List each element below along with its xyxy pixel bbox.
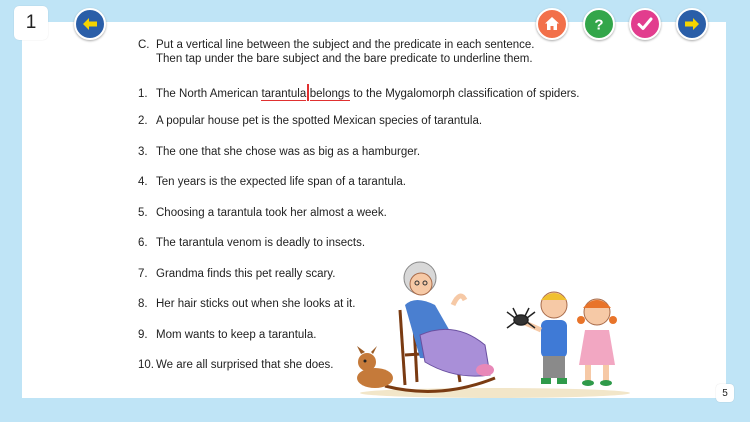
sentence-number: 5. xyxy=(138,207,148,219)
sentence-text: The North American xyxy=(156,88,262,100)
sentence-text: The tarantula venom is deadly to insects. xyxy=(156,237,366,249)
sentence-text: Her hair sticks out when she looks at it. xyxy=(156,298,356,310)
page-tab-label: 1 xyxy=(25,12,37,33)
check-button[interactable] xyxy=(629,8,661,40)
sentence-number: 7. xyxy=(138,268,148,280)
sentence-8[interactable] xyxy=(138,298,355,310)
sentence-text: to the Mygalomorph classification of spiders. xyxy=(350,88,580,100)
next-button[interactable] xyxy=(676,8,708,40)
question-icon xyxy=(589,14,609,34)
sentence-text: Grandma finds this pet really scary. xyxy=(156,268,336,280)
sentence-4[interactable] xyxy=(138,176,406,188)
sentence-number: 1. xyxy=(138,88,148,100)
sentence-number: 9. xyxy=(138,329,148,341)
instructions-letter: C. xyxy=(138,39,150,51)
check-icon xyxy=(635,14,655,34)
sentence-6[interactable] xyxy=(138,237,365,249)
tarantula-figure xyxy=(507,308,535,328)
sentence-number: 6. xyxy=(138,237,148,249)
page-number xyxy=(716,384,734,402)
instructions-line1: Put a vertical line between the subject and the predicate in each sentence. xyxy=(156,39,535,51)
sentence-text: Mom wants to keep a tarantula. xyxy=(156,329,317,341)
sentence-10[interactable] xyxy=(138,359,334,371)
illustration-grandma-kids-tarantula xyxy=(345,250,635,400)
grandma-figure xyxy=(404,262,494,376)
svg-text:?: ? xyxy=(594,16,604,34)
arrow-left-icon xyxy=(80,14,100,34)
bare-predicate-underline[interactable]: belongs xyxy=(309,88,351,100)
sentence-5[interactable] xyxy=(138,207,387,219)
bare-subject-underline[interactable]: tarantula xyxy=(261,88,307,100)
arrow-right-icon xyxy=(682,14,702,34)
sentence-number: 4. xyxy=(138,176,148,188)
sentence-text: The one that she chose was as big as a hamburger. xyxy=(156,146,421,158)
sentence-1[interactable] xyxy=(138,84,580,101)
home-icon xyxy=(542,14,562,34)
sentence-number: 2. xyxy=(138,115,148,127)
dog-figure xyxy=(357,346,393,388)
sentence-text: A popular house pet is the spotted Mexican species of tarantula. xyxy=(156,115,483,127)
sentence-3[interactable] xyxy=(138,146,420,158)
help-button[interactable] xyxy=(583,8,615,40)
subject-predicate-divider xyxy=(307,84,309,101)
sentence-7[interactable] xyxy=(138,268,335,280)
sentence-9[interactable] xyxy=(138,329,316,341)
page-tab xyxy=(14,6,48,40)
back-button[interactable] xyxy=(74,8,106,40)
sentence-number: 8. xyxy=(138,298,148,310)
girl-figure xyxy=(577,299,617,386)
home-button[interactable] xyxy=(536,8,568,40)
sentence-text: Ten years is the expected life span of a tarantula. xyxy=(156,176,406,188)
sentence-text: Choosing a tarantula took her almost a week. xyxy=(156,207,387,219)
boy-figure xyxy=(523,292,567,384)
sentence-number: 3. xyxy=(138,146,148,158)
sentence-number: 10. xyxy=(138,359,154,371)
instructions-line2: Then tap under the bare subject and the bare predicate to underline them. xyxy=(156,53,533,65)
instructions xyxy=(138,38,534,66)
sentence-text: We are all surprised that she does. xyxy=(156,359,334,371)
sentence-2[interactable] xyxy=(138,115,482,127)
page-number-label: 5 xyxy=(722,387,728,399)
